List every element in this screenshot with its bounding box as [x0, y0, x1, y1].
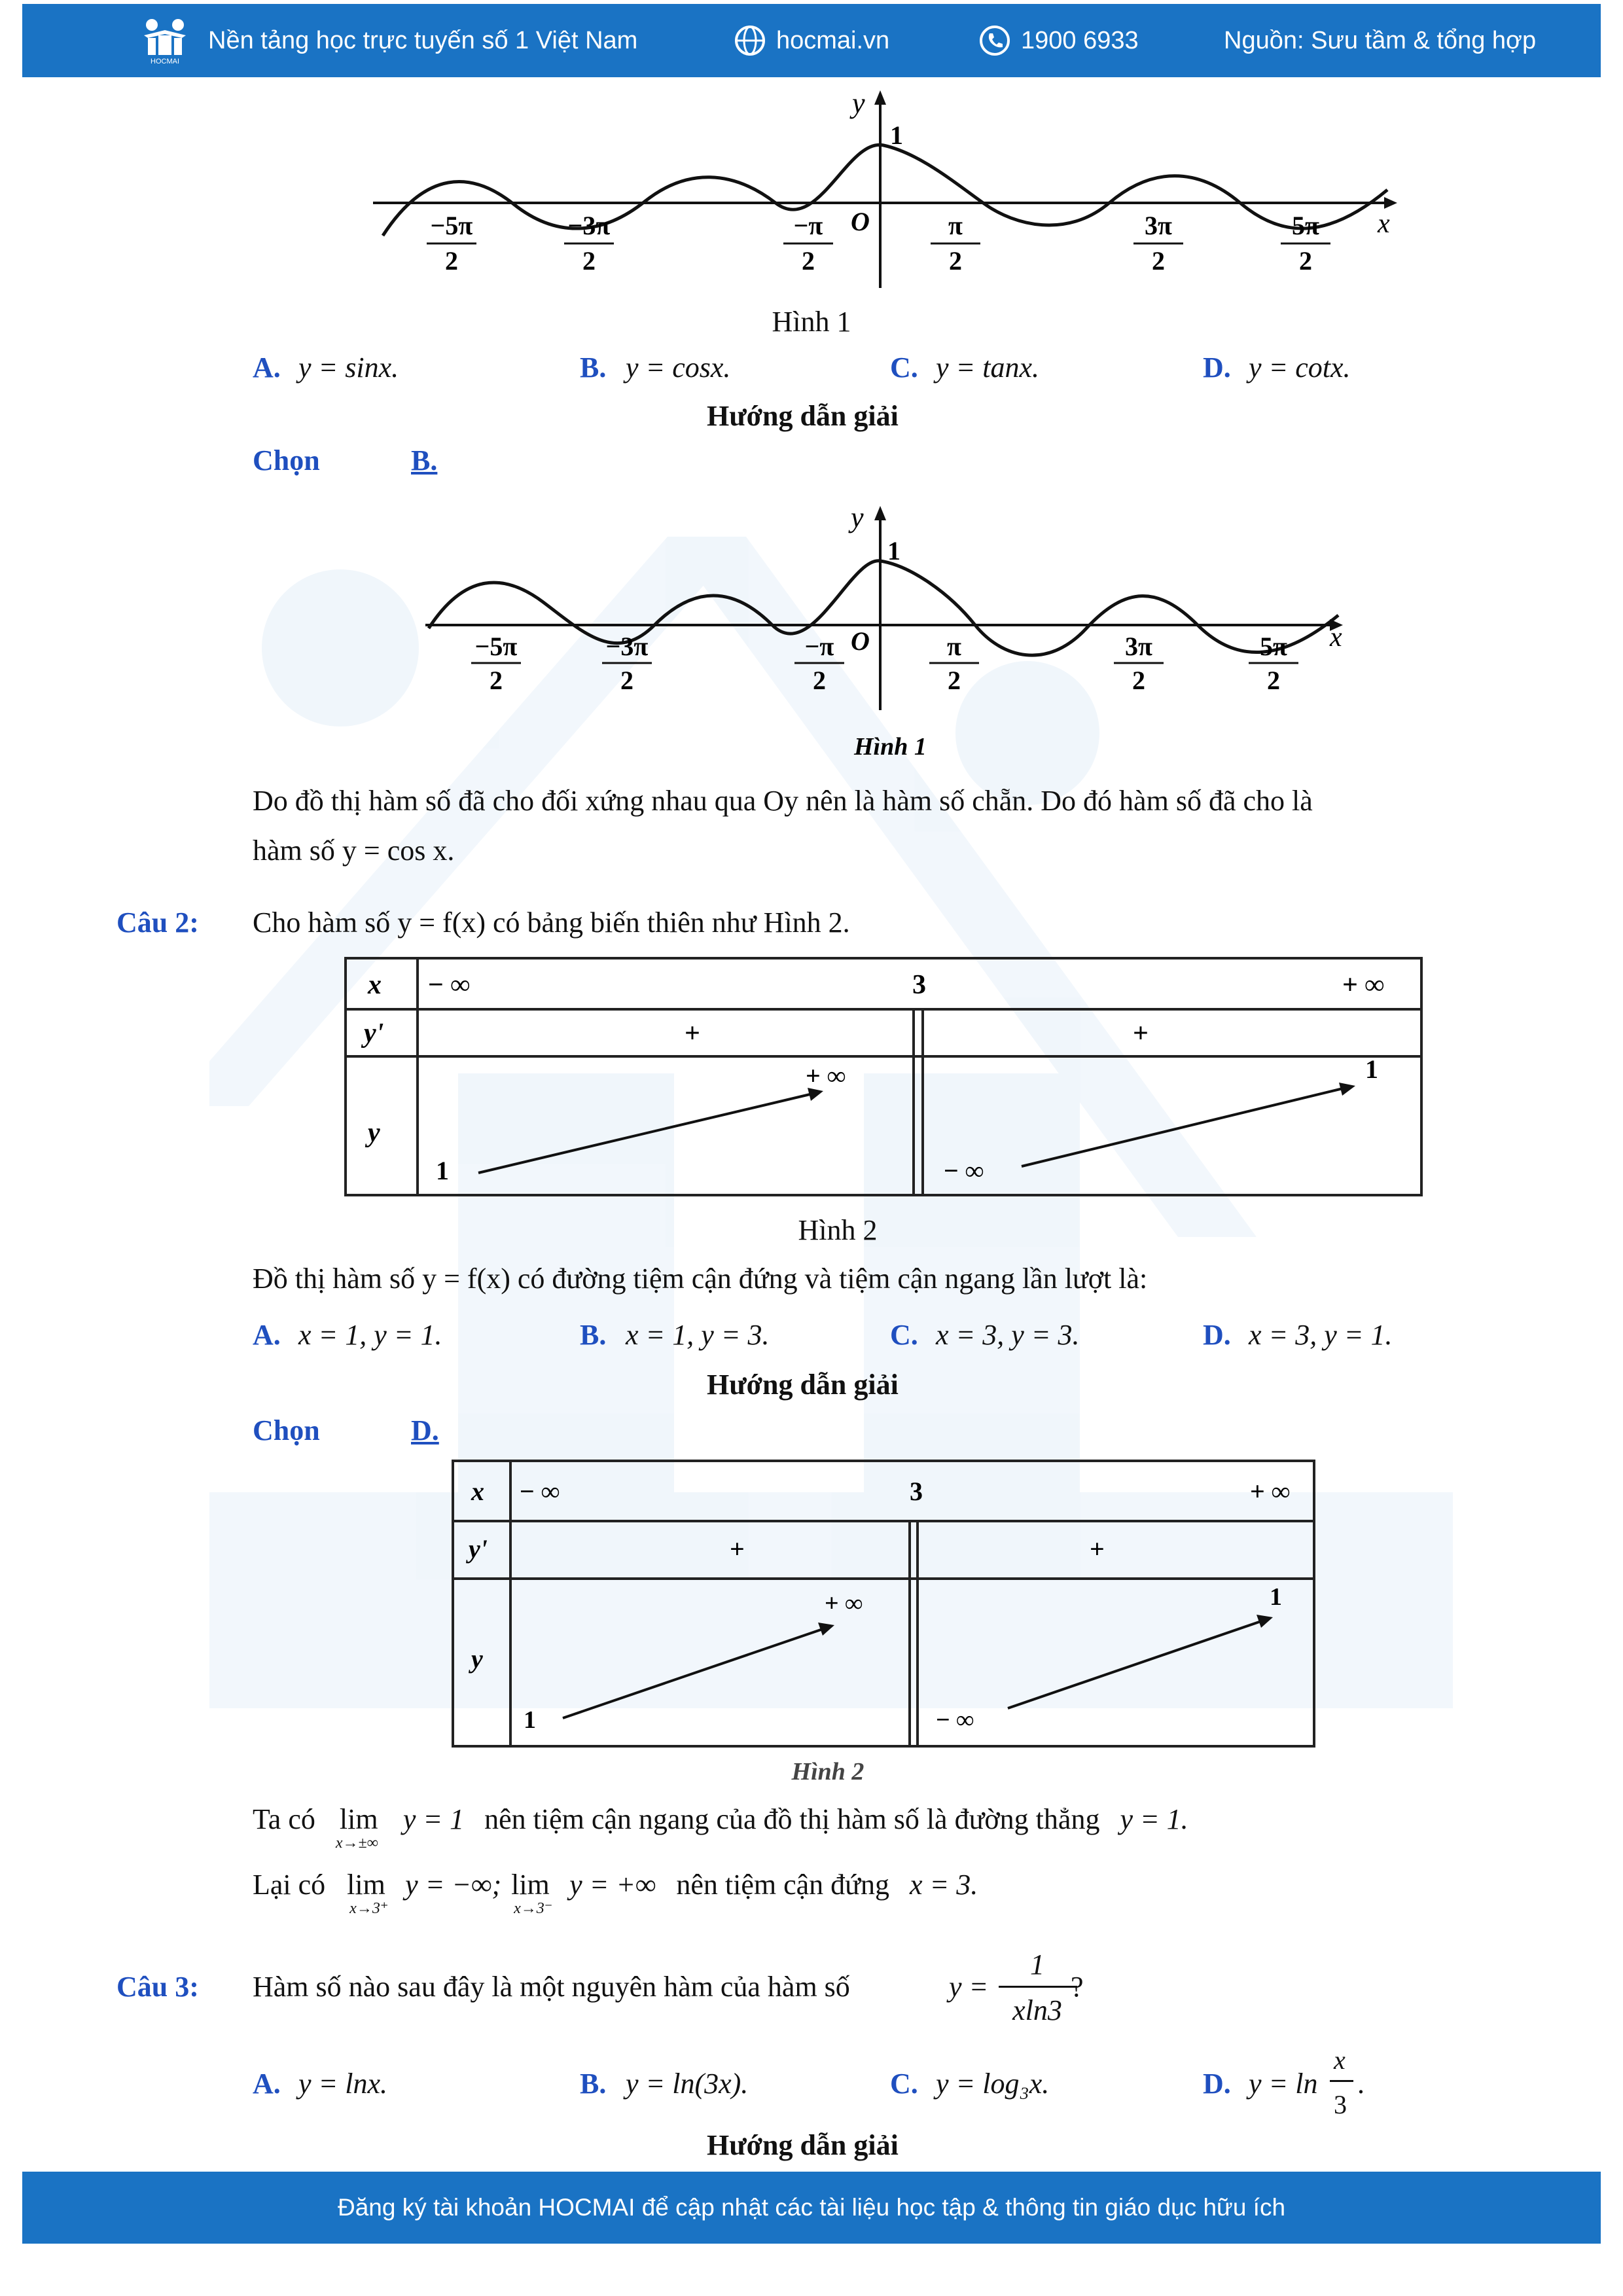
tick-label-den: 2 — [620, 666, 633, 695]
figure-caption-1: Hình 1 — [772, 306, 851, 338]
tick-label-num: −3π — [605, 632, 649, 661]
y-one-label: 1 — [890, 120, 903, 150]
answer-1: B. — [411, 444, 438, 476]
tick-label-den: 2 — [445, 246, 458, 276]
q3-option-text: y = ln(3x). — [626, 2068, 749, 2100]
q2-limit-line1: Ta có lim x→±∞ y = 1 nên tiệm cận ngang của đồ thị hàm số là đường thẳng y = 1. — [253, 1803, 1188, 1852]
q1-explain-line1: Do đồ thị hàm số đã cho đối xứng nhau qua Oy nên là hàm số chẵn. Do đó hàm số đã cho là — [253, 785, 1313, 817]
svg-text:3: 3 — [912, 970, 926, 1000]
q2-option-text: x = 1, y = 3. — [626, 1319, 770, 1351]
q2-label: Câu 2: — [116, 906, 199, 939]
q1-option-text: y = tanx. — [936, 351, 1039, 384]
q3-option-text: y = ln — [1249, 2068, 1318, 2100]
tick-label-den: 2 — [1152, 246, 1165, 276]
tick-label-den: 2 — [1132, 666, 1145, 695]
y-bottom-mid: − ∞ — [936, 1706, 974, 1734]
q1-option-letter: C. — [890, 351, 918, 384]
tick-label-den: 2 — [948, 666, 961, 695]
q3-option-text: y = log₃x. — [936, 2068, 1050, 2100]
q3-frac-num: 1 — [1030, 1948, 1044, 1981]
tick-label-den: 2 — [949, 246, 962, 276]
arrowhead-right — [1257, 1615, 1273, 1628]
sign-plus-right: + — [1090, 1534, 1105, 1564]
increase-arrow-right — [1008, 1621, 1263, 1708]
y-right-value: 1 — [1270, 1583, 1282, 1611]
cos-graph-top — [366, 85, 1407, 295]
x-pos-inf: + ∞ — [1250, 1477, 1291, 1506]
variation-table-1 — [344, 957, 1424, 1199]
q3-d-den: 3 — [1334, 2090, 1347, 2119]
tick-label-den: 2 — [490, 666, 503, 695]
q3-option-letter: D. — [1203, 2068, 1231, 2100]
q1-option-letter: A. — [253, 351, 281, 384]
svg-text:HOCMAI: HOCMAI — [151, 58, 179, 65]
q3-qmark: ? — [1071, 1971, 1084, 2003]
svg-text:y': y' — [364, 1018, 384, 1049]
svg-text:y: y — [368, 1118, 380, 1148]
page-header — [22, 4, 1601, 77]
tick-label-den: 2 — [1299, 246, 1312, 276]
tick-label-num: −π — [793, 211, 823, 240]
header-tagline: Nền tảng học trực tuyến số 1 Việt Nam — [208, 26, 638, 54]
q2-option-letter: B. — [580, 1319, 607, 1351]
tick-label-num: 5π — [1292, 211, 1319, 240]
svg-text:+: + — [1133, 1018, 1149, 1049]
sign-plus-left: + — [730, 1534, 745, 1564]
hocmai-logo-icon — [139, 16, 191, 65]
q2-limit-line2: Lại có lim x→3⁺ y = −∞; lim x→3⁻ y = +∞ nên tiệm cận đứng x = 3. — [253, 1869, 978, 1917]
q1-option-text: y = sinx. — [298, 351, 399, 384]
row-label-y: y — [471, 1644, 483, 1674]
y-axis-label: y — [852, 87, 865, 119]
tick-label-num: 3π — [1145, 211, 1172, 240]
guide-heading-3: Hướng dẫn giải — [707, 2129, 899, 2161]
q1-option-text: y = cotx. — [1249, 351, 1351, 384]
guide-heading-2: Hướng dẫn giải — [707, 1369, 899, 1401]
chon-label-1: Chọn — [253, 444, 320, 476]
svg-text:1: 1 — [1365, 1054, 1378, 1084]
q1-explain-line2: hàm số y = cos x. — [253, 834, 455, 867]
q3-option-text: y = lnx. — [298, 2068, 387, 2100]
q3-option-letter: B. — [580, 2068, 607, 2100]
tick-label-num: −3π — [567, 211, 611, 240]
q3-d-bar — [1330, 2080, 1353, 2082]
header-site[interactable] — [734, 4, 889, 77]
cos-curve — [383, 145, 1387, 236]
tick-label-den: 2 — [582, 246, 596, 276]
figure-caption-2: Hình 2 — [798, 1214, 878, 1246]
q3-label: Câu 3: — [116, 1971, 199, 2003]
q2-option-letter: C. — [890, 1319, 918, 1351]
svg-text:O: O — [851, 626, 870, 656]
tick-label-num: 5π — [1260, 632, 1287, 661]
svg-text:1: 1 — [887, 536, 901, 565]
header-source: Nguồn: Sưu tầm & tổng hợp — [1224, 26, 1537, 54]
guide-heading-1: Hướng dẫn giải — [707, 400, 899, 432]
site-link[interactable]: hocmai.vn — [776, 26, 890, 54]
tick-label-num: π — [948, 211, 963, 240]
figure-caption-2-solution: Hình 2 — [791, 1758, 865, 1785]
row-label-yp: y' — [469, 1534, 488, 1564]
tick-label-den: 2 — [802, 246, 815, 276]
origin-label: O — [851, 207, 870, 236]
header-phone[interactable] — [979, 4, 1139, 77]
q2-option-letter: D. — [1203, 1319, 1231, 1351]
q2-stem: Cho hàm số y = f(x) có bảng biến thiên như Hình 2. — [253, 906, 850, 939]
cos-graph-solution — [419, 494, 1361, 769]
q2-option-text: x = 3, y = 1. — [1249, 1319, 1393, 1351]
answer-2: D. — [411, 1414, 439, 1446]
x-neg-inf: − ∞ — [520, 1477, 560, 1506]
q2-option-letter: A. — [253, 1319, 281, 1351]
q3-option-letter: A. — [253, 2068, 281, 2100]
y-top-mid: + ∞ — [825, 1590, 863, 1617]
svg-text:y: y — [851, 501, 864, 533]
tick-label-num: 3π — [1125, 632, 1152, 661]
svg-text:− ∞: − ∞ — [944, 1156, 984, 1185]
q3-frac-bar — [999, 1986, 1077, 1988]
tick-label-num: −π — [804, 632, 834, 661]
table-frame — [453, 1461, 1314, 1746]
y-left-value: 1 — [524, 1706, 536, 1734]
q1-option-letter: D. — [1203, 351, 1231, 384]
x-three: 3 — [910, 1477, 923, 1506]
q3-stem: Hàm số nào sau đây là một nguyên hàm của hàm số — [253, 1971, 850, 2003]
q1-option-text: y = cosx. — [626, 351, 731, 384]
logo — [139, 4, 191, 77]
svg-text:− ∞: − ∞ — [428, 970, 471, 1000]
q2-question: Đồ thị hàm số y = f(x) có đường tiệm cận đứng và tiệm cận ngang lần lượt là: — [253, 1263, 1148, 1295]
row-label-x: x — [471, 1477, 484, 1506]
tick-label-den: 2 — [1267, 666, 1280, 695]
q3-lhs: y = — [949, 1971, 989, 2003]
svg-text:x: x — [1330, 622, 1342, 653]
tick-label-num: −5π — [430, 211, 473, 240]
tick-label-num: −5π — [474, 632, 518, 661]
svg-text:+ ∞: + ∞ — [1342, 970, 1385, 1000]
q3-d-num: x — [1334, 2045, 1346, 2075]
chon-label-2: Chọn — [253, 1414, 320, 1446]
q3-option-letter: C. — [890, 2068, 918, 2100]
increase-arrow-left — [563, 1628, 825, 1718]
svg-text:1: 1 — [436, 1156, 449, 1185]
phone-icon — [979, 25, 1010, 56]
tick-label-den: 2 — [813, 666, 826, 695]
svg-text:+: + — [685, 1018, 700, 1049]
variation-table-2 — [452, 1460, 1315, 1748]
q3-frac-den: xln3 — [1012, 1994, 1062, 2026]
q1-option-letter: B. — [580, 351, 607, 384]
figure-caption-1-solution: Hình 1 — [854, 733, 927, 761]
q2-option-text: x = 1, y = 1. — [298, 1319, 442, 1351]
svg-text:x: x — [368, 970, 382, 1000]
globe-icon — [734, 25, 766, 56]
q2-option-text: x = 3, y = 3. — [936, 1319, 1080, 1351]
phone-number[interactable]: 1900 6933 — [1021, 26, 1139, 54]
arrowhead-left — [818, 1623, 834, 1636]
x-axis-label: x — [1378, 209, 1390, 239]
page-footer: Đăng ký tài khoản HOCMAI để cập nhật các tài liệu học tập & thông tin giáo dục hữu ích — [22, 2172, 1601, 2244]
tick-label-num: π — [947, 632, 961, 661]
svg-text:+ ∞: + ∞ — [806, 1061, 846, 1090]
